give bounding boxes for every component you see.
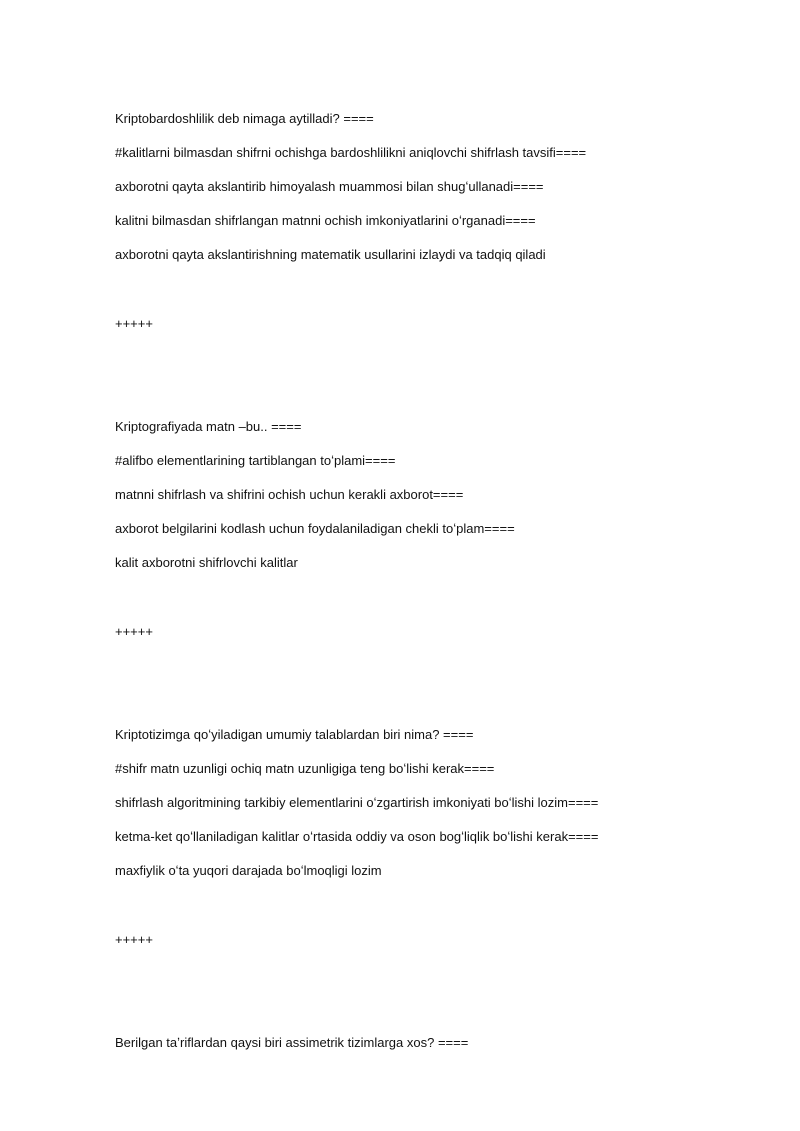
answer-option-correct: #alifbo elementlarining tartiblangan toʻplami====: [115, 453, 396, 468]
question-separator: +++++: [115, 624, 153, 639]
answer-option: kalit axborotni shifrlovchi kalitlar: [115, 555, 298, 570]
answer-option: maxfiylik oʻta yuqori darajada boʻlmoqligi lozim: [115, 863, 382, 878]
question-separator: +++++: [115, 932, 153, 947]
question-text: Kriptobardoshlilik deb nimaga aytilladi? ====: [115, 111, 374, 126]
question-text: Kriptografiyada matn –bu.. ====: [115, 419, 302, 434]
answer-option: axborotni qayta akslantirishning matematik usullarini izlaydi va tadqiq qiladi: [115, 247, 546, 262]
answer-option: ketma-ket qoʻllaniladigan kalitlar oʻrtasida oddiy va oson bogʻliqlik boʻlishi kerak====: [115, 829, 599, 844]
answer-option-correct: #shifr matn uzunligi ochiq matn uzunligiga teng boʻlishi kerak====: [115, 761, 495, 776]
answer-option: shifrlash algoritmining tarkibiy elementlarini oʻzgartirish imkoniyati boʻlishi lozim====: [115, 795, 599, 810]
question-text: Berilgan taʼriflardan qaysi biri assimetrik tizimlarga xos? ====: [115, 1035, 469, 1050]
answer-option: axborotni qayta akslantirib himoyalash muammosi bilan shugʻullanadi====: [115, 179, 544, 194]
answer-option: matnni shifrlash va shifrini ochish uchun kerakli axborot====: [115, 487, 464, 502]
question-text: Kriptotizimga qoʻyiladigan umumiy talablardan biri nima? ====: [115, 727, 474, 742]
answer-option: axborot belgilarini kodlash uchun foydalaniladigan chekli toʻplam====: [115, 521, 515, 536]
answer-option-correct: #kalitlarni bilmasdan shifrni ochishga bardoshlilikni aniqlovchi shifrlash tavsifi====: [115, 145, 587, 160]
answer-option: kalitni bilmasdan shifrlangan matnni ochish imkoniyatlarini oʻrganadi====: [115, 213, 536, 228]
question-separator: +++++: [115, 316, 153, 331]
